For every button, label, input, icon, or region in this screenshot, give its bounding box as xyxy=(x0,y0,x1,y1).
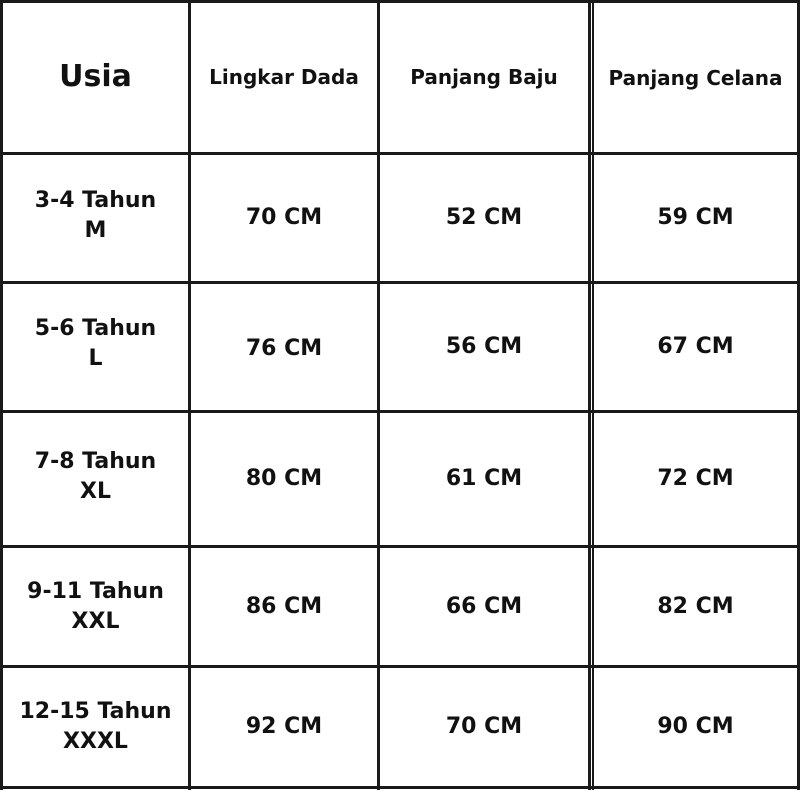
header-panjang-celana-label: Panjang Celana xyxy=(608,66,783,90)
table-row-age xyxy=(3,155,188,281)
table-row-age xyxy=(3,284,188,410)
table-cell xyxy=(594,548,797,665)
header-panjang-celana xyxy=(594,3,797,152)
table-cell xyxy=(380,548,588,665)
table-row-age xyxy=(3,413,188,545)
table-cell xyxy=(594,413,797,545)
panjang-baju-value: 61 CM xyxy=(445,466,523,492)
size-label: XL xyxy=(80,479,111,504)
table-cell xyxy=(594,284,797,410)
panjang-celana-value: 72 CM xyxy=(657,466,734,492)
age-range: 7-8 Tahun xyxy=(34,449,157,475)
grid-line xyxy=(0,786,800,789)
size-label: XXL xyxy=(71,608,120,634)
age-range: 3-4 Tahun xyxy=(34,188,157,214)
header-usia xyxy=(3,3,188,152)
age-range: 9-11 Tahun xyxy=(27,578,164,604)
table-cell xyxy=(594,155,797,281)
table-cell xyxy=(191,155,377,281)
table-cell xyxy=(380,668,588,786)
panjang-baju-value: 56 CM xyxy=(445,334,523,360)
header-lingkar-dada xyxy=(191,3,377,152)
table-cell xyxy=(191,284,377,410)
table-cell xyxy=(380,155,588,281)
size-label: XXXL xyxy=(63,729,128,754)
panjang-baju-value: 70 CM xyxy=(445,714,523,740)
table-cell xyxy=(380,413,588,545)
header-panjang-baju-label: Panjang Baju xyxy=(410,65,558,89)
panjang-celana-value: 59 CM xyxy=(657,205,734,231)
age-range: 5-6 Tahun xyxy=(34,316,157,342)
header-usia-label: Usia xyxy=(59,59,132,95)
table-cell xyxy=(191,413,377,545)
panjang-celana-value: 82 CM xyxy=(657,593,734,619)
grid-line xyxy=(588,0,591,790)
table-cell xyxy=(594,668,797,786)
table-cell xyxy=(380,284,588,410)
age-range: 12-15 Tahun xyxy=(19,699,172,725)
header-panjang-baju xyxy=(380,3,588,152)
lingkar-dada-value: 86 CM xyxy=(245,593,323,619)
size-label: M xyxy=(84,218,107,243)
table-cell xyxy=(191,668,377,786)
lingkar-dada-value: 80 CM xyxy=(245,466,323,492)
table-cell xyxy=(191,548,377,665)
panjang-baju-value: 52 CM xyxy=(445,205,523,231)
lingkar-dada-value: 76 CM xyxy=(245,336,323,362)
lingkar-dada-value: 92 CM xyxy=(245,714,323,740)
table-row-age xyxy=(3,548,188,665)
panjang-baju-value: 66 CM xyxy=(445,593,523,619)
table-row-age xyxy=(3,668,188,786)
size-label: L xyxy=(88,346,103,371)
panjang-celana-value: 67 CM xyxy=(657,334,734,360)
header-lingkar-dada-label: Lingkar Dada xyxy=(209,65,359,89)
lingkar-dada-value: 70 CM xyxy=(245,205,323,231)
panjang-celana-value: 90 CM xyxy=(657,714,734,740)
